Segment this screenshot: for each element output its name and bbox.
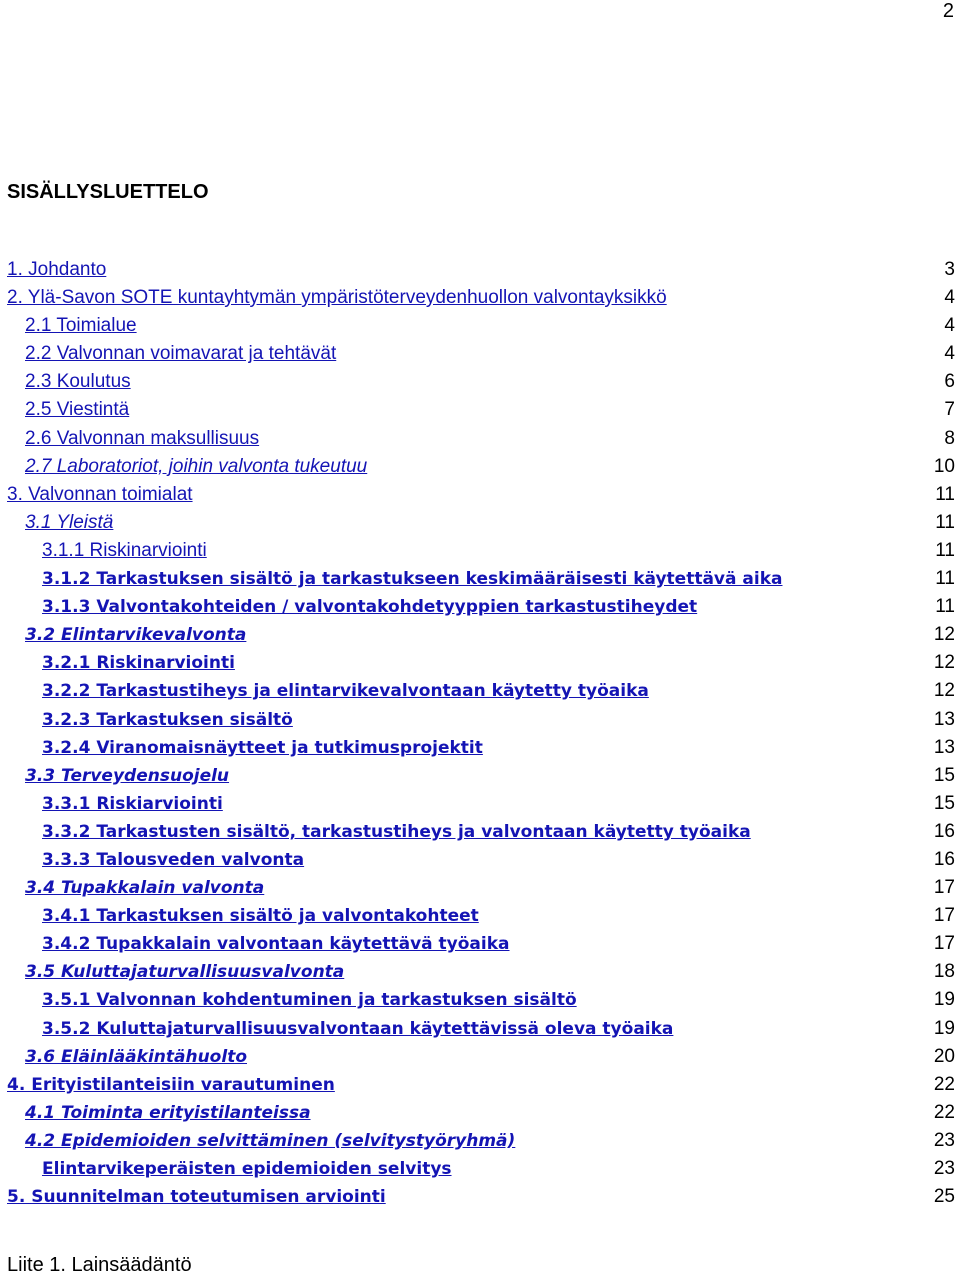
toc-entry-link[interactable]: 3.1.3 Valvontakohteiden / valvontakohdetyyppien tarkastustiheydet: [42, 597, 698, 618]
toc-entry: [0, 734, 960, 762]
toc-entry-link[interactable]: 5. Suunnitelman toteutumisen arviointi: [7, 1187, 386, 1208]
toc-entry-link[interactable]: 3.2.1 Riskinarviointi: [42, 653, 235, 674]
toc-entry: [0, 958, 960, 986]
toc-entry-link[interactable]: 3.3.1 Riskiarviointi: [42, 793, 223, 814]
toc-entry-link[interactable]: 3.5 Kuluttajaturvallisuusvalvonta: [25, 962, 345, 983]
toc-entry-page-number: 15: [933, 764, 955, 786]
toc-entry-link[interactable]: 3.1.2 Tarkastuksen sisältö ja tarkastukseen keskimääräisesti käytettävä aika: [42, 569, 783, 590]
toc-entry-page-number: 10: [933, 455, 955, 477]
toc-entry: [0, 509, 960, 537]
toc-entry-page-number: 4: [944, 343, 955, 365]
toc-entry-page-number: 17: [933, 933, 955, 955]
toc-entry-page-number: 23: [933, 1158, 955, 1179]
toc-entry-link[interactable]: 3.5.1 Valvonnan kohdentuminen ja tarkastuksen sisältö: [42, 990, 577, 1011]
toc-entry: [0, 986, 960, 1014]
toc-entry: [0, 930, 960, 958]
toc-entry-page-number: 20: [933, 1045, 955, 1067]
toc-entry-link[interactable]: 2.5 Viestintä: [25, 399, 130, 421]
appendix-heading: Liite 1. Lainsäädäntö: [7, 1254, 192, 1276]
toc-entry: [0, 1099, 960, 1127]
toc-entry-page-number: 3: [944, 259, 955, 280]
toc-entry-page-number: 22: [933, 1073, 955, 1095]
toc-entry-page-number: 4: [944, 287, 955, 309]
toc-entry-link[interactable]: 3. Valvonnan toimialat: [7, 483, 193, 505]
toc-entry-link[interactable]: 3.5.2 Kuluttajaturvallisuusvalvontaan käytettävissä oleva työaika: [42, 1018, 674, 1039]
toc-title: SISÄLLYSLUETTELO: [7, 181, 209, 203]
toc-entry-link[interactable]: 3.6 Eläinlääkintähuolto: [25, 1046, 247, 1067]
toc-entry-page-number: 11: [935, 596, 955, 618]
toc-entry: [0, 902, 960, 930]
toc-entry: [0, 649, 960, 677]
toc-entry: [0, 1127, 960, 1155]
toc-entry-page-number: 11: [935, 539, 955, 561]
toc-entry-page-number: 11: [935, 568, 955, 590]
toc-entry: [0, 425, 960, 453]
toc-entry: [0, 312, 960, 340]
toc-entry-page-number: 19: [933, 1017, 955, 1039]
toc-entry: [0, 1155, 960, 1183]
toc-entry-page-number: 11: [935, 511, 955, 533]
toc-entry-link[interactable]: 2.2 Valvonnan voimavarat ja tehtävät: [25, 343, 337, 365]
toc-entry: [0, 565, 960, 593]
toc-entry: [0, 256, 960, 284]
toc-entry-page-number: 6: [944, 371, 955, 393]
toc-entry-link[interactable]: 3.1.1 Riskinarviointi: [42, 539, 207, 561]
toc-entry-page-number: 8: [944, 427, 955, 449]
toc-entry: [0, 762, 960, 790]
toc-entry-page-number: 22: [933, 1101, 955, 1123]
toc-entry-link[interactable]: Elintarvikeperäisten epidemioiden selvitys: [42, 1159, 452, 1179]
toc-entry: [0, 1043, 960, 1071]
toc-entry-page-number: 7: [944, 399, 955, 421]
toc-entry: [0, 706, 960, 734]
toc-entry: [0, 1015, 960, 1043]
toc-entry-link[interactable]: 3.2.4 Viranomaisnäytteet ja tutkimusprojektit: [42, 737, 483, 758]
toc-entry: [0, 874, 960, 902]
toc-entry-page-number: 19: [933, 989, 955, 1011]
toc-entry: [0, 846, 960, 874]
toc-entry-link[interactable]: 2. Ylä-Savon SOTE kuntayhtymän ympäristöterveydenhuollon valvontayksikkö: [7, 287, 667, 309]
toc-entry: [0, 340, 960, 368]
toc-entry-page-number: 12: [933, 652, 955, 674]
toc-entry-link[interactable]: 3.3.3 Talousveden valvonta: [42, 849, 305, 870]
toc-entry-link[interactable]: 3.2.2 Tarkastustiheys ja elintarvikevalvontaan käytetty työaika: [42, 681, 649, 702]
toc-entry-link[interactable]: 3.2.3 Tarkastuksen sisältö: [42, 709, 293, 730]
toc-entry-link[interactable]: 4.2 Epidemioiden selvittäminen (selvitystyöryhmä): [25, 1130, 516, 1151]
toc-entry-link[interactable]: 2.3 Koulutus: [25, 371, 131, 393]
toc-entry-page-number: 11: [935, 483, 955, 505]
toc-entry-link[interactable]: 3.4.1 Tarkastuksen sisältö ja valvontakohteet: [42, 906, 479, 927]
toc-entry: [0, 284, 960, 312]
toc-entry-link[interactable]: 2.7 Laboratoriot, joihin valvonta tukeutuu: [25, 455, 368, 477]
toc-entry-page-number: 16: [933, 820, 955, 842]
toc-entry-page-number: 13: [933, 708, 955, 730]
toc-entry: [0, 1183, 960, 1211]
toc-entry: [0, 396, 960, 424]
toc-entry-link[interactable]: 2.1 Toimialue: [25, 315, 137, 337]
toc-entry: [0, 677, 960, 705]
toc-entry: [0, 621, 960, 649]
page-number: 2: [942, 0, 954, 22]
table-of-contents: [0, 256, 960, 1211]
toc-entry-link[interactable]: 3.2 Elintarvikevalvonta: [25, 625, 247, 646]
toc-entry-link[interactable]: 2.6 Valvonnan maksullisuus: [25, 427, 260, 449]
toc-entry: [0, 368, 960, 396]
toc-entry-page-number: 23: [933, 1129, 955, 1151]
toc-entry-link[interactable]: 3.4 Tupakkalain valvonta: [25, 878, 265, 899]
toc-entry: [0, 593, 960, 621]
toc-entry: [0, 818, 960, 846]
toc-entry-link[interactable]: 1. Johdanto: [7, 259, 107, 280]
toc-entry: [0, 453, 960, 481]
toc-entry-page-number: 17: [933, 877, 955, 899]
toc-entry-link[interactable]: 4.1 Toiminta erityistilanteissa: [25, 1102, 311, 1123]
toc-entry-page-number: 25: [933, 1186, 955, 1208]
toc-entry-page-number: 16: [933, 848, 955, 870]
toc-entry-page-number: 13: [933, 736, 955, 758]
toc-entry-page-number: 18: [933, 961, 955, 983]
toc-entry-page-number: 17: [933, 905, 955, 927]
toc-entry: [0, 1071, 960, 1099]
toc-entry-link[interactable]: 3.3.2 Tarkastusten sisältö, tarkastustiheys ja valvontaan käytetty työaika: [42, 821, 751, 842]
toc-entry-link[interactable]: 3.1 Yleistä: [25, 511, 114, 533]
toc-entry-page-number: 15: [933, 792, 955, 814]
toc-entry-link[interactable]: 3.4.2 Tupakkalain valvontaan käytettävä työaika: [42, 934, 510, 955]
toc-entry: [0, 481, 960, 509]
toc-entry-link[interactable]: 3.3 Terveydensuojelu: [25, 765, 230, 786]
toc-entry-link[interactable]: 4. Erityistilanteisiin varautuminen: [7, 1074, 335, 1095]
toc-entry-page-number: 4: [944, 315, 955, 337]
toc-entry: [0, 537, 960, 565]
toc-entry-page-number: 12: [933, 680, 955, 702]
toc-entry-page-number: 12: [933, 624, 955, 646]
toc-entry: [0, 790, 960, 818]
